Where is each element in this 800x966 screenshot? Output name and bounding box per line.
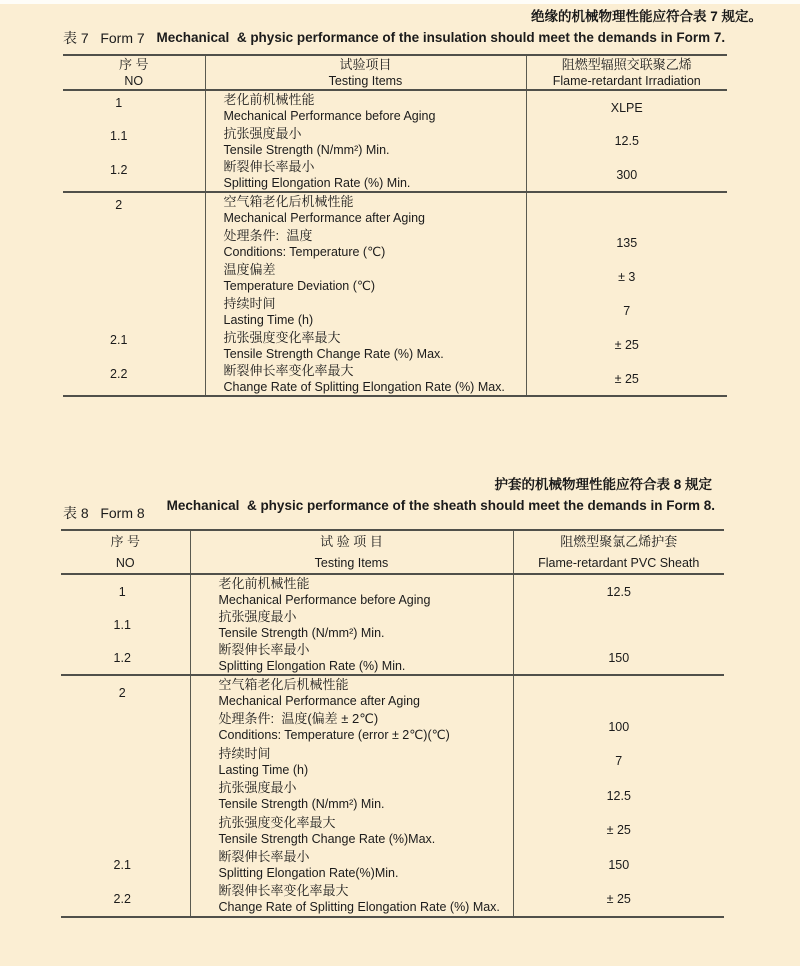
header-items-en: Testing Items [328, 74, 403, 88]
form7-note-zh: 绝缘的机械物理性能应符合表 7 规定。 [530, 9, 762, 24]
item-text-zh: 断裂伸长率最小 [223, 159, 315, 174]
header-no-en: NO [124, 74, 144, 88]
form8-header-row [61, 530, 724, 574]
item-text-zh: 处理条件: 温度 [223, 227, 313, 243]
requirement-value-cell: ± 3 [618, 270, 636, 284]
table-row [61, 675, 724, 710]
item-text-zh: 抗张强度最小 [223, 125, 302, 141]
form8-title-row [63, 498, 737, 521]
requirement-value-cell: 300 [616, 167, 638, 182]
row-number-cell [61, 813, 190, 848]
requirement-value-cell: 100 [608, 719, 630, 734]
row-number-cell [63, 226, 205, 260]
testing-item-cell [190, 813, 513, 848]
testing-item-cell [205, 328, 526, 362]
row-number-cell: 1 [61, 574, 190, 608]
requirement-value-cell: ± 25 [606, 891, 631, 906]
form7-header-no [63, 55, 205, 90]
form7-section [0, 0, 800, 397]
row-number-cell: 2 [63, 192, 205, 226]
testing-item-cell [205, 192, 526, 226]
table-row [63, 362, 727, 396]
row-number-cell: 1.1 [63, 124, 205, 158]
table-row [63, 226, 727, 260]
item-text-zh: 抗张强度变化率最大 [223, 329, 341, 345]
requirement-value-cell: ± 25 [606, 823, 631, 838]
requirement-value-cell [513, 608, 724, 641]
header-items-en: Testing Items [314, 556, 389, 570]
item-text-en: Temperature Deviation (℃) [223, 278, 376, 293]
table-row [61, 848, 724, 883]
item-text-zh: 抗张强度最小 [218, 780, 297, 796]
testing-item-cell [205, 90, 526, 124]
header-no-zh: 序 号 [110, 534, 141, 549]
table-row [61, 641, 724, 675]
testing-item-cell [190, 710, 513, 745]
item-text-en: Lasting Time (h) [218, 762, 309, 777]
form8-note-zh: 护套的机械物理性能应符合表 8 规定 [494, 477, 712, 492]
requirement-value-cell: ± 25 [614, 371, 639, 386]
requirement-value-cell: ± 25 [614, 338, 639, 352]
form8-header-no [61, 530, 190, 574]
table-row [61, 882, 724, 917]
item-text-en: Tensile Strength (N/mm²) Min. [218, 797, 385, 812]
item-text-en: Change Rate of Splitting Elongation Rate (%) Max. [218, 900, 500, 915]
requirement-value-cell [526, 192, 727, 226]
item-text-en: Mechanical Performance after Aging [218, 694, 420, 709]
requirement-value-cell: 12.5 [614, 134, 639, 148]
form8-table-body [61, 574, 724, 917]
item-text-zh: 处理条件: 温度(偏差 ± 2℃) [218, 711, 379, 727]
row-number-cell: 2.2 [61, 882, 190, 917]
header-value-en: Flame-retardant PVC Sheath [538, 556, 700, 570]
requirement-value-cell: 135 [616, 236, 638, 250]
testing-item-cell [190, 848, 513, 883]
item-text-zh: 温度偏差 [223, 261, 276, 277]
form7-header-value [526, 55, 727, 90]
header-value-zh: 阻燃型聚氯乙烯护套 [560, 534, 678, 549]
row-number-cell: 1.1 [61, 608, 190, 641]
testing-item-cell [205, 226, 526, 260]
item-text-zh: 抗张强度最小 [218, 609, 297, 624]
item-text-en: Tensile Strength Change Rate (%)Max. [218, 831, 436, 846]
row-number-cell [61, 744, 190, 779]
row-number-cell [63, 294, 205, 328]
table-row [63, 158, 727, 192]
item-text-zh: 断裂伸长率最小 [218, 642, 310, 657]
row-number-cell [63, 260, 205, 294]
table-row [63, 294, 727, 328]
section-gap [0, 397, 800, 477]
item-text-en: Change Rate of Splitting Elongation Rate (%) Max. [223, 380, 505, 394]
row-number-cell: 1.2 [61, 641, 190, 675]
table-row [61, 744, 724, 779]
form7-header-row [63, 55, 727, 90]
form7-title-en: Mechanical & physic performance of the insulation should meet the demands in Form 7. [156, 30, 726, 45]
table-row [61, 813, 724, 848]
form7-table [63, 54, 727, 397]
testing-item-cell [205, 260, 526, 294]
item-text-en: Splitting Elongation Rate (%) Min. [223, 176, 411, 190]
table-row [61, 574, 724, 608]
item-text-zh: 断裂伸长率变化率最大 [223, 363, 354, 378]
requirement-value-cell: XLPE [610, 100, 643, 115]
requirement-value-cell: 150 [608, 857, 630, 872]
testing-item-cell [190, 744, 513, 779]
testing-item-cell [190, 574, 513, 608]
testing-item-cell [205, 158, 526, 192]
item-text-zh: 空气箱老化后机械性能 [223, 194, 354, 209]
table-row [63, 328, 727, 362]
row-number-cell: 1 [63, 90, 205, 124]
testing-item-cell [190, 608, 513, 641]
item-text-en: Splitting Elongation Rate (%) Min. [218, 659, 406, 673]
table-row [63, 90, 727, 124]
item-text-en: Mechanical Performance after Aging [223, 211, 425, 225]
header-no-zh: 序 号 [118, 57, 149, 72]
testing-item-cell [190, 779, 513, 814]
form7-table-body [63, 90, 727, 396]
requirement-value-cell: 12.5 [606, 584, 631, 599]
requirement-value-cell [513, 675, 724, 710]
row-number-cell [61, 710, 190, 745]
form8-section [0, 477, 800, 918]
testing-item-cell [205, 362, 526, 396]
item-text-zh: 抗张强度变化率最大 [218, 814, 336, 830]
item-text-zh: 断裂伸长率变化率最大 [218, 883, 349, 899]
table-row [61, 608, 724, 641]
form7-title-row [63, 30, 737, 46]
form8-header-items [190, 530, 513, 574]
table-row [61, 779, 724, 814]
item-text-en: Lasting Time (h) [223, 312, 314, 327]
requirement-value-cell: 7 [623, 304, 631, 318]
page-top-strip [0, 0, 800, 4]
row-number-cell [61, 779, 190, 814]
item-text-en: Conditions: Temperature (℃) [223, 244, 386, 259]
header-items-zh: 试 验 项 目 [320, 534, 383, 549]
testing-item-cell [190, 882, 513, 917]
item-text-zh: 老化前机械性能 [223, 92, 315, 107]
row-number-cell: 2.2 [63, 362, 205, 396]
requirement-value-cell: 150 [608, 650, 630, 665]
table-row [63, 260, 727, 294]
item-text-en: Tensile Strength (N/mm²) Min. [223, 142, 390, 157]
item-text-en: Tensile Strength (N/mm²) Min. [218, 626, 385, 640]
testing-item-cell [190, 641, 513, 675]
item-text-en: Mechanical Performance before Aging [223, 109, 436, 123]
testing-item-cell [190, 675, 513, 710]
item-text-en: Mechanical Performance before Aging [218, 593, 431, 607]
form8-title-en: Mechanical & physic performance of the sheath should meet the demands in Form 8. [166, 498, 716, 513]
item-text-zh: 持续时间 [223, 295, 276, 311]
item-text-zh: 老化前机械性能 [218, 576, 310, 591]
form7-header-items [205, 55, 526, 90]
header-items-zh: 试验项目 [339, 57, 392, 72]
table-row [63, 192, 727, 226]
row-number-cell: 1.2 [63, 158, 205, 192]
form7-label: 表 7 Form 7 [63, 30, 145, 46]
form8-table [61, 529, 724, 918]
testing-item-cell [205, 294, 526, 328]
form8-label: 表 8 Form 8 [63, 505, 145, 521]
table-row [61, 710, 724, 745]
form8-header-value [513, 530, 724, 574]
row-number-cell: 2.1 [63, 328, 205, 362]
header-value-zh: 阻燃型辐照交联聚乙烯 [561, 57, 692, 72]
table-row [63, 124, 727, 158]
header-no-en: NO [115, 556, 135, 570]
row-number-cell: 2.1 [61, 848, 190, 883]
requirement-value-cell: 12.5 [606, 788, 631, 803]
item-text-zh: 持续时间 [218, 745, 271, 761]
item-text-en: Tensile Strength Change Rate (%) Max. [223, 346, 444, 361]
row-number-cell: 2 [61, 675, 190, 710]
item-text-zh: 断裂伸长率最小 [218, 849, 310, 865]
requirement-value-cell: 7 [615, 754, 623, 769]
header-value-en: Flame-retardant Irradiation [552, 74, 701, 88]
testing-item-cell [205, 124, 526, 158]
item-text-en: Conditions: Temperature (error ± 2℃)(℃) [218, 728, 450, 743]
item-text-zh: 空气箱老化后机械性能 [218, 677, 349, 693]
item-text-en: Splitting Elongation Rate(%)Min. [218, 866, 399, 881]
